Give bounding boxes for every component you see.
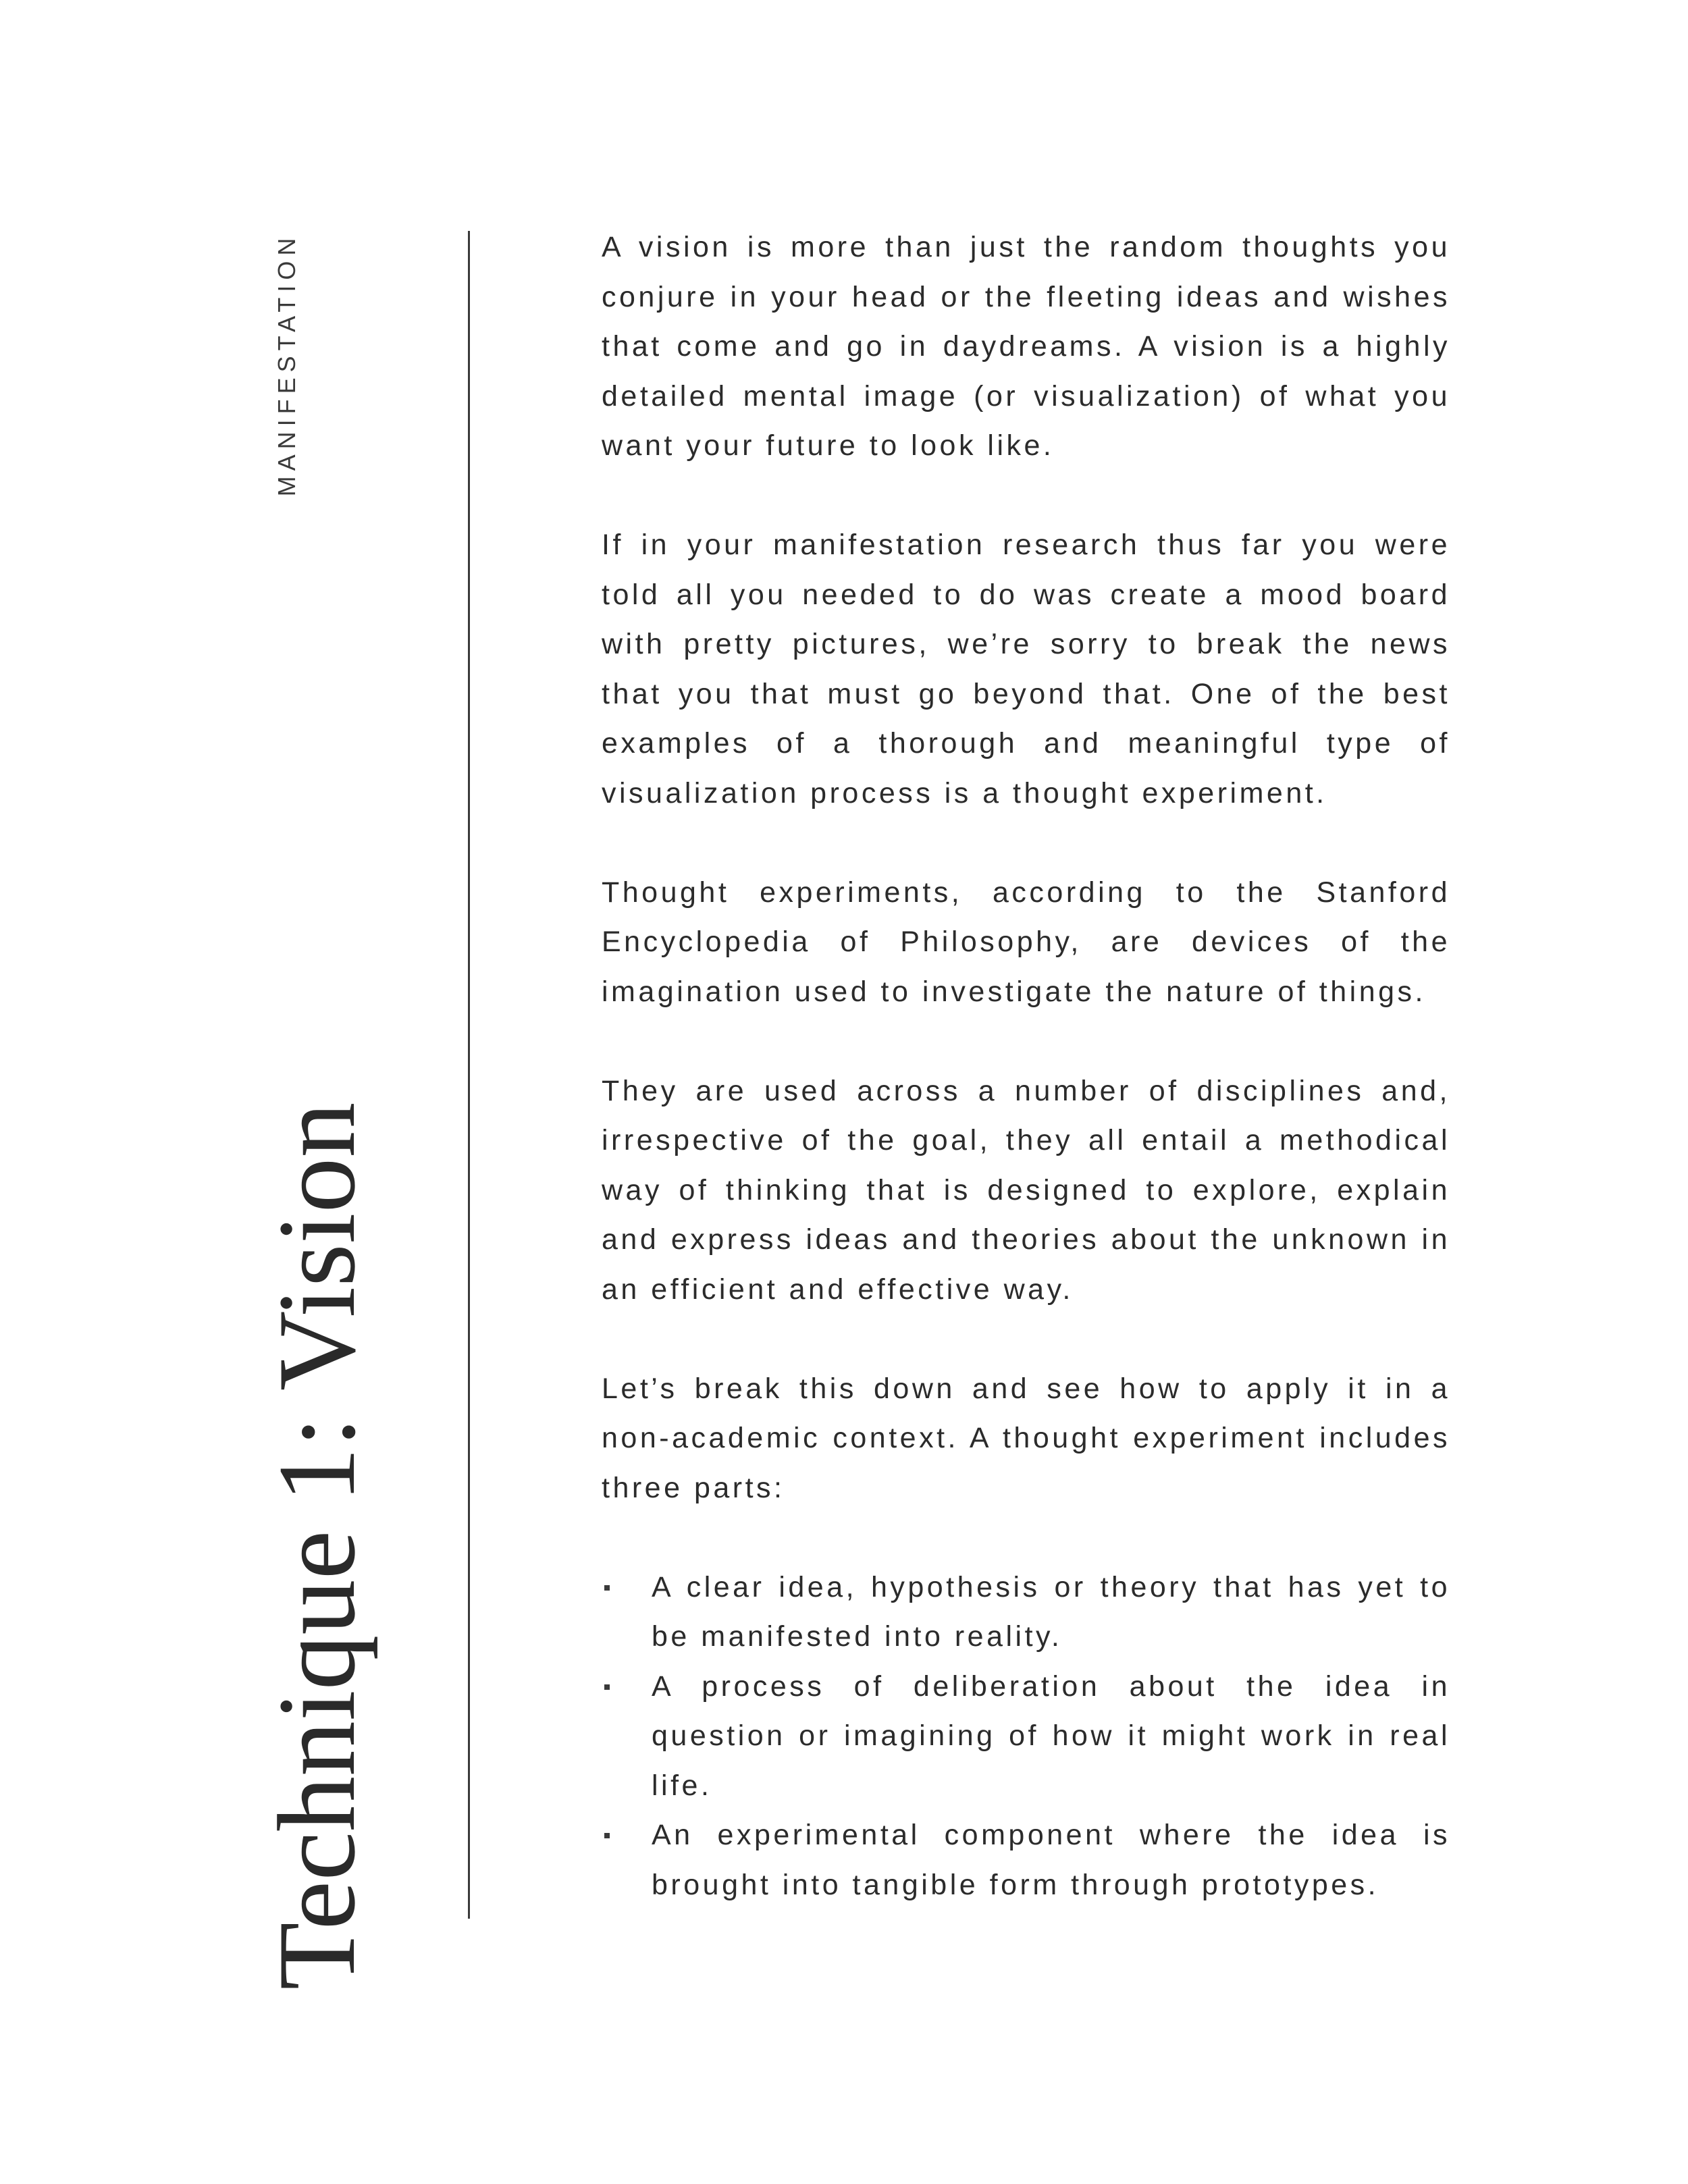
body-text (602, 223, 1450, 1910)
paragraph: They are used across a number of disciplines and, irrespective of the goal, they all entail a methodical way of thinking that is designed to explore, explain and express ideas and theories about the unknown in an efficient and effective way. (602, 1074, 1450, 1306)
section-label: MANIFESTATION (273, 232, 300, 497)
list-item-text: A clear idea, hypothesis or theory that has yet to be manifested into reality. (652, 1570, 1450, 1653)
list-item (602, 1662, 1450, 1811)
list-item (602, 1811, 1450, 1910)
vertical-divider (468, 231, 470, 1919)
paragraph: Let’s break this down and see how to apply it in a non-academic context. A thought experiment includes three parts: (602, 1372, 1450, 1504)
paragraph: Thought experiments, according to the Stanford Encyclopedia of Philosophy, are devices of the imagination used to investigate the nature of things. (602, 876, 1450, 1008)
square-bullet-icon (604, 1684, 610, 1690)
square-bullet-icon (604, 1833, 610, 1838)
bullet-list (602, 1563, 1450, 1911)
paragraph: A vision is more than just the random thoughts you conjure in your head or the fleeting ideas and wishes that come and go in daydreams. A vision is a highly detailed mental image (or visualization) of what you want your future to look like. (602, 231, 1450, 462)
square-bullet-icon (604, 1585, 610, 1591)
paragraph: If in your manifestation research thus far you were told all you needed to do was create a mood board with pretty pictures, we’re sorry to break the news that you that must go beyond that. One of the best examples of a thorough and meaningful type of visualization process is a thought experiment. (602, 529, 1450, 809)
page-title: Technique 1: Vision (256, 1102, 378, 1990)
list-item-text: A process of deliberation about the idea in question or imagining of how it might work in real life. (652, 1670, 1450, 1802)
list-item (602, 1563, 1450, 1662)
list-item-text: An experimental component where the idea is brought into tangible form through prototypes. (652, 1819, 1450, 1901)
